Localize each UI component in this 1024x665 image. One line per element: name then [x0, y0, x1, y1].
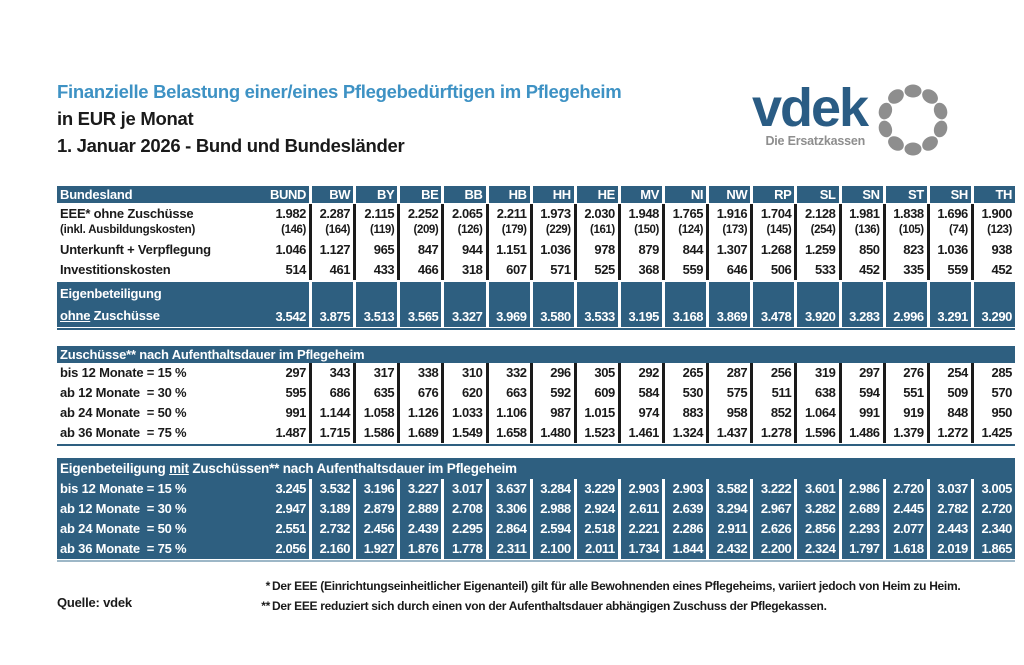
column-header-hb: HB [486, 186, 530, 203]
value-cell: 2.720 [971, 499, 1015, 519]
column-header-nw: NW [706, 186, 750, 203]
column-header-bundesland: Bundesland [57, 186, 243, 203]
value-cell: 1.916 [706, 204, 750, 223]
column-header-hh: HH [530, 186, 574, 203]
value-cell: 3.532 [309, 479, 353, 499]
label-line-1: Eigenbeteiligung [60, 286, 162, 301]
value-cell: 663 [486, 383, 530, 403]
value-cell: 848 [927, 403, 971, 423]
value-cell: 991 [839, 403, 883, 423]
value-cell: 256 [750, 363, 794, 383]
table-header-row [57, 186, 1015, 203]
value-cell: 571 [530, 260, 574, 280]
table-row [57, 363, 1015, 383]
value-cell: 1.838 [883, 204, 927, 223]
value-cell: 1.596 [794, 423, 838, 443]
value-cell: 2.293 [839, 519, 883, 539]
value-cell: 570 [971, 383, 1015, 403]
table-row [57, 240, 1015, 260]
value-cell: 3.478 [750, 282, 794, 327]
value-cell: (179) [486, 223, 530, 240]
value-cell: 3.580 [530, 282, 574, 327]
value-cell: (126) [441, 223, 485, 240]
row-label: ab 12 Monate = 30 % [60, 385, 187, 400]
value-cell: 1.379 [883, 423, 927, 443]
value-cell: 2.128 [794, 204, 838, 223]
value-cell: 958 [706, 403, 750, 423]
value-cell: 2.689 [839, 499, 883, 519]
section-header [57, 458, 1015, 479]
row-label [57, 282, 243, 327]
value-cell: 1.696 [927, 204, 971, 223]
value-cell: 1.437 [706, 423, 750, 443]
column-header-by: BY [353, 186, 397, 203]
value-cell: 3.601 [794, 479, 838, 499]
value-cell: 310 [441, 363, 485, 383]
value-cell: 276 [883, 363, 927, 383]
underlined-word: ohne [60, 308, 91, 323]
value-cell: (105) [883, 223, 927, 240]
value-cell: 2.856 [794, 519, 838, 539]
value-cell: 1.058 [353, 403, 397, 423]
value-cell: 2.432 [706, 539, 750, 559]
value-cell: (123) [971, 223, 1015, 240]
value-cell: 1.658 [486, 423, 530, 443]
value-cell: 1.278 [750, 423, 794, 443]
footnote-marker: ** [261, 599, 270, 613]
value-cell: 2.924 [574, 499, 618, 519]
vdek-brand-text: vdek [752, 78, 868, 138]
value-cell: 509 [927, 383, 971, 403]
value-cell: 1.486 [839, 423, 883, 443]
row-label: ab 36 Monate = 75 % [57, 539, 243, 559]
value-cell: 2.115 [353, 204, 397, 223]
value-cell: 1.765 [662, 204, 706, 223]
value-cell: 296 [530, 363, 574, 383]
value-cell: 1.106 [486, 403, 530, 423]
value-cell: 2.160 [309, 539, 353, 559]
value-cell: 3.869 [706, 282, 750, 327]
value-cell: 2.639 [662, 499, 706, 519]
value-cell: 3.327 [441, 282, 485, 327]
value-cell: 823 [883, 240, 927, 260]
value-cell: 2.594 [530, 519, 574, 539]
label-text: Eigenbeteiligung [60, 461, 170, 476]
value-cell: 368 [618, 260, 662, 280]
value-cell: 2.903 [618, 479, 662, 499]
value-cell: 3.195 [618, 282, 662, 327]
value-cell: 595 [285, 385, 306, 400]
value-cell: 3.245 [243, 479, 309, 499]
value-cell: 594 [839, 383, 883, 403]
value-cell: 1.948 [618, 204, 662, 223]
value-cell: 559 [927, 260, 971, 280]
value-cell: 343 [309, 363, 353, 383]
value-cell: 559 [662, 260, 706, 280]
value-cell: 3.306 [486, 499, 530, 519]
value-cell: 511 [750, 383, 794, 403]
value-cell: 3.168 [662, 282, 706, 327]
value-cell: 1.307 [706, 240, 750, 260]
row-label: Investitionskosten [60, 262, 171, 277]
value-cell: 2.611 [618, 499, 662, 519]
value-cell: 525 [574, 260, 618, 280]
value-cell: 1.844 [662, 539, 706, 559]
value-cell: 2.340 [971, 519, 1015, 539]
row-label: ab 24 Monate = 50 % [60, 405, 187, 420]
value-cell: 2.967 [750, 499, 794, 519]
value-cell: 297 [839, 363, 883, 383]
value-cell: 1.126 [397, 403, 441, 423]
value-cell: 297 [285, 365, 306, 380]
value-cell: 635 [353, 383, 397, 403]
value-cell: 1.272 [927, 423, 971, 443]
value-cell: 265 [662, 363, 706, 383]
value-cell: 978 [574, 240, 618, 260]
value-cell: 2.889 [397, 499, 441, 519]
value-cell: 2.211 [486, 204, 530, 223]
value-cell: 1.033 [441, 403, 485, 423]
value-cell: 2.200 [750, 539, 794, 559]
label-text: Zuschüsse [90, 308, 160, 323]
header-titles [57, 78, 621, 159]
row-label: bis 12 Monate = 15 % [60, 365, 187, 380]
value-cell: 551 [883, 383, 927, 403]
value-cell: 1.324 [662, 423, 706, 443]
value-cell: 609 [574, 383, 618, 403]
value-cell: (150) [618, 223, 662, 240]
value-cell: 676 [397, 383, 441, 403]
footnotes [255, 576, 1015, 616]
value-cell: 607 [486, 260, 530, 280]
value-cell: 3.283 [839, 282, 883, 327]
section-divider [57, 560, 1015, 562]
value-cell: 991 [285, 405, 306, 420]
vdek-logo-text [752, 78, 868, 148]
value-cell: 646 [706, 260, 750, 280]
footnote-text: Der EEE (Einrichtungseinheitlicher Eigenanteil) gilt für alle Bewohnenden eines Pflegeheims, variiert jedoch von Heim zu Heim. [272, 579, 961, 593]
value-cell: 938 [971, 240, 1015, 260]
value-cell: (161) [574, 223, 618, 240]
table-row [57, 383, 1015, 403]
section-divider [57, 444, 1015, 446]
value-cell: 1.689 [397, 423, 441, 443]
value-cell: (124) [662, 223, 706, 240]
value-cell: 879 [618, 240, 662, 260]
value-cell: 1.144 [309, 403, 353, 423]
value-cell: 1.865 [971, 539, 1015, 559]
value-cell: (229) [530, 223, 574, 240]
value-cell: 2.996 [883, 282, 927, 327]
value-cell: 514 [285, 262, 306, 277]
value-cell: 332 [486, 363, 530, 383]
value-cell: 3.290 [971, 282, 1015, 327]
value-cell: 533 [794, 260, 838, 280]
value-cell: 433 [353, 260, 397, 280]
table-row [57, 539, 1015, 559]
value-cell: 3.222 [750, 479, 794, 499]
label-text: Zuschüssen** nach Aufenthaltsdauer im Pflegeheim [188, 461, 517, 476]
value-cell: 847 [397, 240, 441, 260]
row-label: (inkl. Ausbildungskosten) [60, 224, 196, 236]
value-cell: 3.037 [927, 479, 971, 499]
value-cell: 2.100 [530, 539, 574, 559]
value-cell: 3.294 [706, 499, 750, 519]
value-cell: 2.518 [574, 519, 618, 539]
value-cell: 1.982 [275, 206, 306, 221]
value-cell: 950 [971, 403, 1015, 423]
value-cell: 1.618 [883, 539, 927, 559]
value-cell: 2.986 [839, 479, 883, 499]
value-cell: 1.981 [839, 204, 883, 223]
value-cell: 2.720 [883, 479, 927, 499]
vdek-logo [752, 80, 953, 160]
value-cell: 338 [397, 363, 441, 383]
page-dateline: 1. Januar 2026 - Bund und Bundesländer [57, 135, 405, 156]
value-cell: 1.268 [750, 240, 794, 260]
row-label: EEE* ohne Zuschüsse [60, 206, 194, 221]
column-header-st: ST [883, 186, 927, 203]
value-cell: 638 [794, 383, 838, 403]
value-cell: 1.064 [794, 403, 838, 423]
column-header-sn: SN [839, 186, 883, 203]
value-cell: 3.229 [574, 479, 618, 499]
vdek-tagline: Die Ersatzkassen [765, 134, 866, 148]
column-header-th: TH [971, 186, 1015, 203]
value-cell: 2.456 [353, 519, 397, 539]
value-cell: 530 [662, 383, 706, 403]
value-cell: 2.782 [927, 499, 971, 519]
value-cell: 461 [309, 260, 353, 280]
table-row [57, 519, 1015, 539]
value-cell: (209) [397, 223, 441, 240]
value-cell: 1.425 [971, 423, 1015, 443]
value-cell: 1.734 [618, 539, 662, 559]
vdek-ring-icon [873, 80, 953, 160]
value-cell: 2.019 [927, 539, 971, 559]
value-cell: 3.565 [397, 282, 441, 327]
value-cell: 2.732 [309, 519, 353, 539]
value-cell: 1.036 [927, 240, 971, 260]
value-cell: 1.797 [839, 539, 883, 559]
value-cell: 2.988 [530, 499, 574, 519]
value-cell: 254 [927, 363, 971, 383]
data-table [57, 186, 1015, 562]
value-cell: 335 [883, 260, 927, 280]
footnote-marker: * [265, 579, 270, 593]
value-cell: 1.015 [574, 403, 618, 423]
value-cell: 1.927 [353, 539, 397, 559]
value-cell: (254) [794, 223, 838, 240]
value-cell: 3.196 [353, 479, 397, 499]
value-cell: 965 [353, 240, 397, 260]
column-header-mv: MV [618, 186, 662, 203]
value-cell: 987 [530, 403, 574, 423]
value-cell: 1.151 [486, 240, 530, 260]
section-block [57, 458, 1015, 559]
value-cell: 2.011 [574, 539, 618, 559]
value-cell: 3.542 [275, 309, 306, 324]
value-cell: 2.708 [441, 499, 485, 519]
value-cell: 305 [574, 363, 618, 383]
column-header-bw: BW [309, 186, 353, 203]
value-cell: 318 [441, 260, 485, 280]
value-cell: 844 [662, 240, 706, 260]
source-label: Quelle: vdek [57, 595, 132, 610]
table-row [57, 499, 1015, 519]
value-cell: 1.259 [794, 240, 838, 260]
value-cell: (146) [281, 224, 306, 236]
column-header-be: BE [397, 186, 441, 203]
value-cell: 1.900 [971, 204, 1015, 223]
column-header-sh: SH [927, 186, 971, 203]
section-header: Zuschüsse** nach Aufenthaltsdauer im Pflegeheim [57, 346, 1015, 363]
value-cell: (74) [927, 223, 971, 240]
value-cell: 2.947 [243, 499, 309, 519]
value-cell: 319 [794, 363, 838, 383]
value-cell: 3.582 [706, 479, 750, 499]
value-cell: 3.513 [353, 282, 397, 327]
value-cell: 2.030 [574, 204, 618, 223]
value-cell: 3.875 [309, 282, 353, 327]
value-cell: 3.533 [574, 282, 618, 327]
value-cell: 1.523 [574, 423, 618, 443]
value-cell: 3.969 [486, 282, 530, 327]
value-cell: 2.056 [243, 539, 309, 559]
value-cell: 2.286 [662, 519, 706, 539]
table-row [57, 479, 1015, 499]
value-cell: (173) [706, 223, 750, 240]
row-label: Unterkunft + Verpflegung [60, 242, 211, 257]
row-label: ab 12 Monate = 30 % [57, 499, 243, 519]
value-cell: 2.077 [883, 519, 927, 539]
value-cell: (164) [309, 223, 353, 240]
value-cell: 2.903 [662, 479, 706, 499]
page-title: Finanzielle Belastung einer/eines Pflegebedürftigen im Pflegeheim [57, 81, 622, 102]
table-row [57, 403, 1015, 423]
value-cell: 1.973 [530, 204, 574, 223]
value-cell: 292 [618, 363, 662, 383]
column-header-sl: SL [794, 186, 838, 203]
value-cell: 3.005 [971, 479, 1015, 499]
value-cell: 974 [618, 403, 662, 423]
value-cell: 452 [971, 260, 1015, 280]
value-cell: 3.284 [530, 479, 574, 499]
value-cell: 466 [397, 260, 441, 280]
row-label: bis 12 Monate = 15 % [57, 479, 243, 499]
value-cell: 2.252 [397, 204, 441, 223]
value-cell: 2.879 [353, 499, 397, 519]
value-cell: 287 [706, 363, 750, 383]
value-cell: 575 [706, 383, 750, 403]
value-cell: 3.920 [794, 282, 838, 327]
value-cell: 506 [750, 260, 794, 280]
value-cell: 1.036 [530, 240, 574, 260]
value-cell: 2.287 [309, 204, 353, 223]
footnote-2 [255, 596, 1015, 616]
value-cell: 1.480 [530, 423, 574, 443]
value-cell: 919 [883, 403, 927, 423]
value-cell: 1.778 [441, 539, 485, 559]
value-cell: 584 [618, 383, 662, 403]
footnote-text: Der EEE reduziert sich durch einen von der Aufenthaltsdauer abhängigen Zuschuss der Pflegekassen. [272, 599, 827, 613]
footnote-1 [255, 576, 1015, 596]
underlined-word: mit [169, 461, 189, 476]
value-cell: 317 [353, 363, 397, 383]
value-cell: 3.291 [927, 282, 971, 327]
value-cell: (136) [839, 223, 883, 240]
value-cell: 2.443 [927, 519, 971, 539]
column-header-ni: NI [662, 186, 706, 203]
value-cell: 2.626 [750, 519, 794, 539]
column-header-he: HE [574, 186, 618, 203]
value-cell: 2.295 [441, 519, 485, 539]
value-cell: 1.487 [275, 425, 306, 440]
value-cell: (119) [353, 223, 397, 240]
column-header-bund: BUND [243, 186, 309, 203]
value-cell: 2.324 [794, 539, 838, 559]
table-row [57, 223, 1015, 240]
value-cell: 3.189 [309, 499, 353, 519]
value-cell: 2.221 [618, 519, 662, 539]
value-cell: 686 [309, 383, 353, 403]
value-cell: 1.549 [441, 423, 485, 443]
value-cell: 620 [441, 383, 485, 403]
value-cell: 883 [662, 403, 706, 423]
value-cell: (145) [750, 223, 794, 240]
value-cell: 592 [530, 383, 574, 403]
table-row [57, 423, 1015, 443]
value-cell: 944 [441, 240, 485, 260]
value-cell: 452 [839, 260, 883, 280]
value-cell: 2.311 [486, 539, 530, 559]
value-cell: 2.864 [486, 519, 530, 539]
value-cell: 3.227 [397, 479, 441, 499]
value-cell: 1.715 [309, 423, 353, 443]
footer [57, 576, 1015, 616]
table-row [57, 260, 1015, 280]
page-subtitle: in EUR je Monat [57, 108, 194, 129]
value-cell: 2.551 [243, 519, 309, 539]
value-cell: 3.637 [486, 479, 530, 499]
value-cell: 1.046 [275, 242, 306, 257]
value-cell: 3.282 [794, 499, 838, 519]
table-row-total [57, 282, 1015, 327]
value-cell: 2.065 [441, 204, 485, 223]
value-cell: 1.461 [618, 423, 662, 443]
value-cell: 285 [971, 363, 1015, 383]
value-cell: 852 [750, 403, 794, 423]
value-cell: 1.586 [353, 423, 397, 443]
row-label: ab 36 Monate = 75 % [60, 425, 187, 440]
column-header-bb: BB [441, 186, 485, 203]
value-cell: 3.017 [441, 479, 485, 499]
value-cell: 2.439 [397, 519, 441, 539]
value-cell: 1.704 [750, 204, 794, 223]
row-label: ab 24 Monate = 50 % [57, 519, 243, 539]
value-cell: 850 [839, 240, 883, 260]
column-header-rp: RP [750, 186, 794, 203]
value-cell: 2.445 [883, 499, 927, 519]
value-cell: 1.127 [309, 240, 353, 260]
value-cell: 2.911 [706, 519, 750, 539]
section-divider [57, 328, 1015, 330]
table-row [57, 204, 1015, 223]
value-cell: 1.876 [397, 539, 441, 559]
label-line-2 [60, 305, 243, 327]
